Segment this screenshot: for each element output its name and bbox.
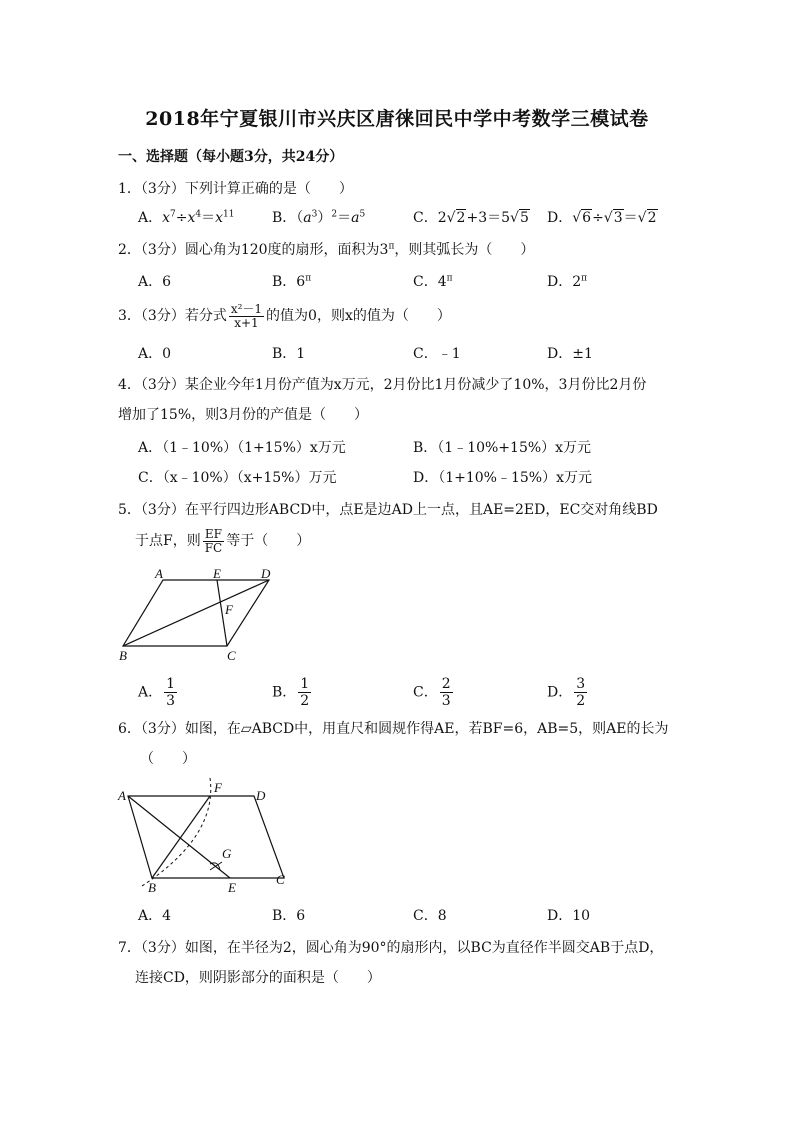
fraction: $\frac{EF}{FC}$ — [204, 526, 223, 555]
q4-option-a: A．（1﹣10%）（1+15%）x万元 — [138, 440, 346, 456]
q3-option-a: A．0 — [138, 346, 172, 362]
parallelogram-figure-q6 — [112, 776, 292, 894]
q5-option-d: D． $\frac{3}{2}$ — [547, 676, 586, 709]
q6-option-d: D．10 — [547, 908, 591, 924]
q3-option-d: D．±1 — [547, 346, 593, 362]
q3-option-c: C．﹣1 — [413, 346, 461, 362]
label-a: A — [118, 788, 126, 803]
question-5-line1: 5．（3分）在平行四边形ABCD中，点E是边AD上一点，且AE=2ED，EC交对角线BD — [118, 502, 658, 518]
q1-option-c: C．2√2+3＝5√5 — [413, 210, 529, 226]
label-g: G — [222, 846, 232, 861]
q2-option-a: A．6 — [138, 274, 172, 290]
q4-option-c: C．（x﹣10%）（x+15%）万元 — [138, 470, 337, 486]
q6-option-b: B．6 — [272, 908, 306, 924]
question-4-line1: 4．（3分）某企业今年1月份产值为x万元，2月份比1月份减少了10%，3月份比2月份 — [118, 377, 647, 393]
label-e: E — [213, 568, 221, 581]
q4-option-d: D．（1+10%﹣15%）x万元 — [413, 470, 592, 486]
question-7-line2: 连接CD，则阴影部分的面积是（ ） — [135, 970, 381, 986]
label-d: D — [261, 568, 271, 581]
label-a: A — [155, 568, 163, 581]
q6-option-a: A．4 — [138, 908, 172, 924]
q5-option-c: C． $\frac{2}{3}$ — [413, 676, 451, 709]
parallelogram-abcd — [128, 796, 284, 878]
compass-arc-1 — [142, 778, 211, 886]
question-4-line2: 增加了15%，则3月份的产值是（ ） — [118, 407, 369, 423]
option-label: A． — [138, 210, 163, 226]
label-d: D — [256, 788, 266, 803]
q5-option-b: B． $\frac{1}{2}$ — [272, 676, 310, 709]
q4-option-b: B．（1﹣10%+15%）x万元 — [413, 440, 592, 456]
label-e: E — [228, 880, 236, 894]
q5-option-a: A． $\frac{1}{3}$ — [138, 676, 176, 709]
q1-option-b: B．$(a^3)^2=a^5$ — [272, 209, 366, 226]
option-label: C． — [413, 210, 438, 226]
q1-option-d: D．√6÷√3＝√2 — [547, 210, 657, 226]
fraction: $\frac{\text{x²－1}}{x+1}$ — [230, 301, 263, 330]
question-6-line2: （ ） — [140, 751, 196, 767]
diagonal-bd — [123, 580, 269, 646]
q3-option-b: B．1 — [272, 346, 306, 362]
q6-option-c: C．8 — [413, 908, 447, 924]
parallelogram-figure-q5 — [115, 568, 285, 668]
q2-option-d: D．$2^\pi$ — [547, 273, 588, 290]
label-c: C — [227, 648, 236, 663]
question-1-stem: 1．（3分）下列计算正确的是（ ） — [118, 181, 353, 197]
option-label: D． — [547, 210, 573, 226]
segment-ae — [128, 796, 230, 878]
label-c: C — [276, 872, 285, 887]
segment-bf — [152, 796, 210, 878]
label-f: F — [225, 602, 233, 617]
q1-option-a: A．$x^7\div x^4=x^{11}$ — [138, 209, 235, 226]
option-label: B． — [272, 210, 297, 226]
question-5-line2: 于点F，则 $\frac{EF}{FC}$ 等于（ ） — [135, 526, 311, 555]
label-b: B — [119, 648, 127, 663]
question-2-stem: 2．（3分）圆心角为120度的扇形，面积为$3^\pi$，则其弧长为（ ） — [118, 241, 535, 258]
question-7-line1: 7．（3分）如图，在半径为2，圆心角为90°的扇形内，以BC为直径作半圆交AB于点D， — [118, 940, 664, 956]
question-6-line1: 6．（3分）如图，在▱ABCD中，用直尺和圆规作得AE，若BF=6，AB=5，则AE的长为 — [118, 721, 669, 737]
pi-symbol: π — [388, 241, 395, 252]
q2-option-b: B．$6^\pi$ — [272, 273, 312, 290]
label-f: F — [214, 780, 222, 795]
page-title: 2018年宁夏银川市兴庆区唐徕回民中学中考数学三模试卷 — [145, 108, 649, 130]
q2-option-c: C．$4^\pi$ — [413, 273, 453, 290]
section-heading: 一、选择题（每小题3分，共24分） — [118, 149, 344, 165]
label-b: B — [148, 880, 156, 894]
question-3-stem: 3．（3分）若分式 $\frac{\text{x²－1}}{x+1}$ 的值为0，则x的值为（ ） — [118, 301, 451, 330]
